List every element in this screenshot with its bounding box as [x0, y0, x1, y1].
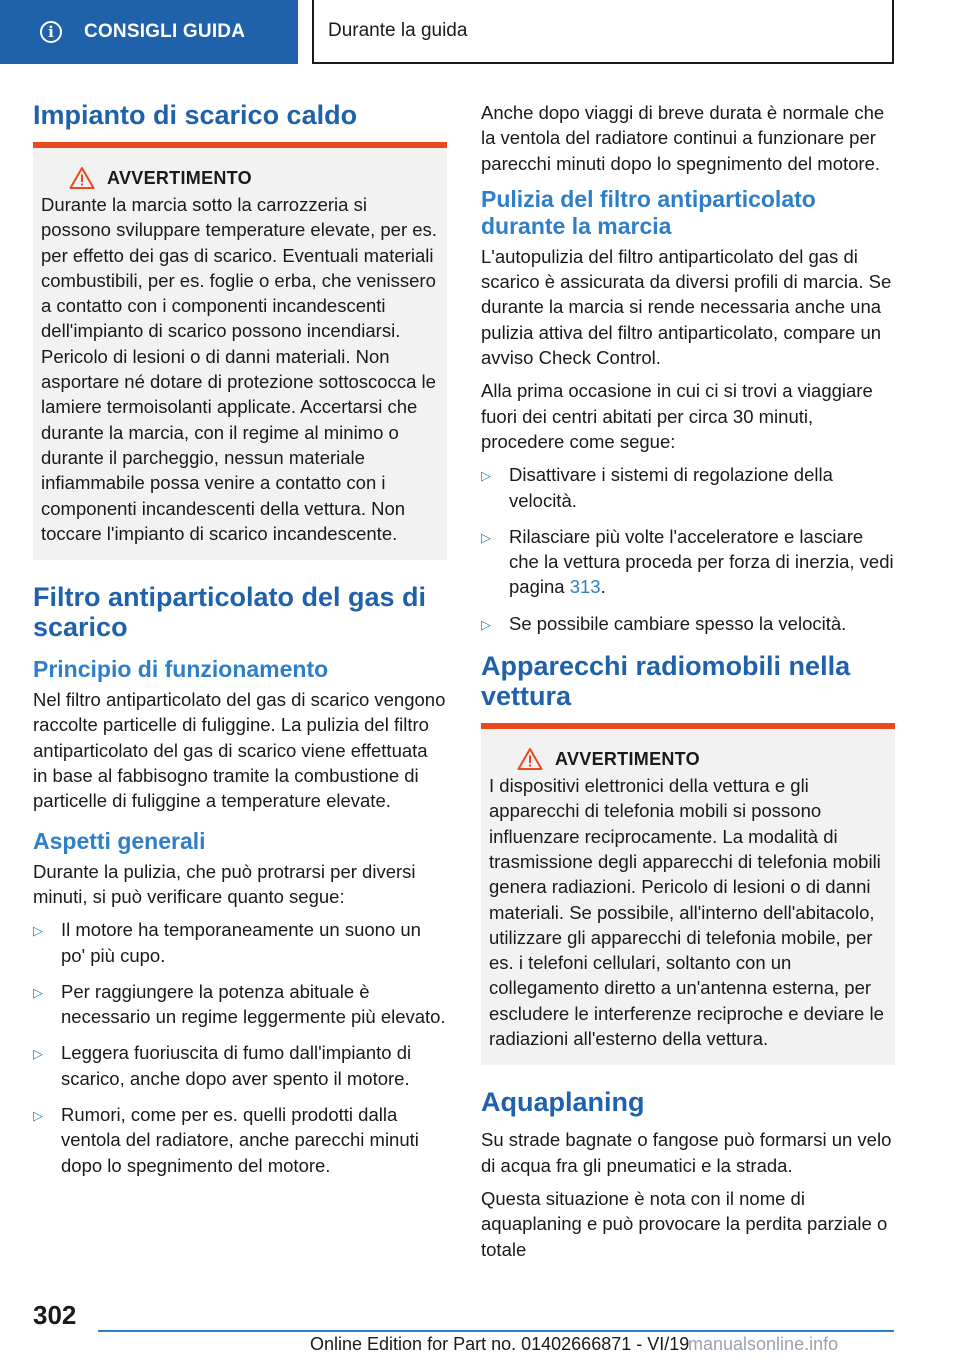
footer-edition: Online Edition for Part no. 01402666871 - VI/19 — [310, 1334, 690, 1354]
breadcrumb: Durante la guida — [312, 0, 894, 64]
list-item — [33, 1040, 447, 1091]
page-reference-link[interactable]: 313 — [569, 576, 601, 598]
warning-title: AVVERTIMENTO — [107, 167, 252, 188]
warning-triangle-icon — [69, 166, 95, 190]
list-item — [33, 1102, 447, 1178]
subheading-principio: Principio di funzionamento — [33, 656, 329, 683]
heading-filtro-antiparticolato: Filtro antiparticolato del gas di scarico — [33, 582, 427, 643]
triangle-bullet-icon: ▷ — [33, 923, 43, 939]
subheading-pulizia-marcia: Pulizia del filtro antiparticolato durante la marcia — [481, 185, 816, 239]
warning-box-radiomobili — [481, 723, 895, 1065]
list-item-text-end: . — [600, 576, 606, 598]
heading-impianto-scarico: Impianto di scarico caldo — [33, 100, 358, 130]
heading-apparecchi-radiomobili: Apparecchi radiomobili nella vettura — [481, 651, 851, 712]
list-item-text-part: Rilasciare più volte l'acceleratore e lasciare che la vettura proceda per forza di inerzia, vedi pagina — [509, 525, 894, 598]
list-item-text: Leggera fuoriuscita di fumo dall'impianto di scarico, anche dopo aver spento il motore. — [61, 1042, 412, 1089]
warning-header — [489, 747, 887, 771]
list-item-text: Il motore ha temporaneamente un suono un po' più cupo. — [61, 919, 421, 966]
list-item-text: Per raggiungere la potenza abituale è necessario un regime leggermente più elevato. — [61, 980, 446, 1028]
warning-text: Durante la marcia sotto la carrozzeria si possono sviluppare temperature elevate, per es. per effetto dei gas di scarico. Eventuali materiali combustibili, per es. foglie o erba, che venissero a contatto con i componenti incandescenti dell'impianto di scarico possono incendiarsi. Pericolo di lesioni o di danni materiali. Non asportare né dotare di protezione sottoscocca le lamiere termoisolanti applicate. Accertarsi che durante la marcia, con il regime al minimo o durante il parcheggio, nessun materiale infiammabile possa venire a contatto con i componenti incandescenti della vettura. Non toccare l'impianto di scarico incandescente. — [41, 194, 437, 544]
warning-triangle-icon — [517, 747, 543, 771]
list-item — [33, 917, 447, 968]
warning-box-scarico — [33, 142, 447, 560]
warning-title: AVVERTIMENTO — [555, 748, 700, 769]
triangle-bullet-icon: ▷ — [481, 468, 491, 484]
paragraph-autopulizia: L'autopulizia del filtro antiparticolato del gas di scarico è assicurata da diversi profili di marcia. Se durante la marcia si rende necessaria anche una pulizia attiva del filtro antiparticolato, compare un avviso Check Control. — [481, 245, 892, 369]
watermark: manualsonline.info — [688, 1334, 839, 1354]
heading-aquaplaning: Aquaplaning — [481, 1087, 645, 1118]
list-item — [481, 462, 895, 513]
list-item — [33, 979, 447, 1030]
paragraph-aspetti-generali: Durante la pulizia, che può protrarsi per diversi minuti, si può verificare quanto segue: — [33, 860, 416, 907]
list-item-text: Rumori, come per es. quelli prodotti dalla ventola del radiatore, anche parecchi minuti dopo lo spegnimento del motore. — [61, 1104, 419, 1176]
triangle-bullet-icon: ▷ — [481, 529, 491, 545]
list-item — [481, 611, 895, 637]
page-number: 302 — [33, 1300, 77, 1330]
bullet-list-pulizia — [33, 917, 447, 1178]
paragraph-aquaplaning-1: Su strade bagnate o fangose può formarsi un velo di acqua fra gli pneumatici e la strada. — [481, 1129, 892, 1176]
triangle-bullet-icon: ▷ — [33, 1046, 43, 1062]
triangle-bullet-icon: ▷ — [481, 616, 491, 632]
list-item-text — [509, 524, 895, 600]
list-item — [481, 524, 895, 600]
right-column — [481, 100, 895, 1270]
paragraph-prima-occasione: Alla prima occasione in cui ci si trovi a viaggiare fuori dei centri abitati per circa 30 minuti, procedere come segue: — [481, 380, 873, 452]
section-tab-label: CONSIGLI GUIDA — [84, 21, 246, 42]
bullet-list-procedura — [481, 462, 895, 637]
left-column — [33, 100, 447, 1189]
section-tab[interactable] — [0, 0, 298, 64]
triangle-bullet-icon: ▷ — [33, 984, 43, 1000]
info-icon: i — [40, 21, 62, 43]
list-item-text: Se possibile cambiare spesso la velocità. — [509, 612, 847, 634]
footer-divider — [98, 1330, 894, 1332]
warning-header — [41, 166, 439, 190]
paragraph-ventola: Anche dopo viaggi di breve durata è normale che la ventola del radiatore continui a funzionare per parecchi minuti dopo lo spegnimento del motore. — [481, 102, 885, 174]
paragraph-principio: Nel filtro antiparticolato del gas di scarico vengono raccolte particelle di fuliggine. La pulizia del filtro antiparticolato del gas di scarico viene effettuata in base al fabbisogno tramite la combustione di particelle di fuliggine a temperature elevate. — [33, 689, 446, 812]
warning-text: I dispositivi elettronici della vettura e gli apparecchi di telefonia mobili si possono influenzare reciprocamente. La modalità di trasmissione degli apparecchi di telefonia mobili genera radiazioni. Pericolo di lesioni o di danni materiali. Se possibile, all'interno dell'abitacolo, utilizzare gli apparecchi di telefonia mobile, per es. i telefoni cellulari, soltanto con un collegamento diretto a un'antenna esterna, per escludere le interferenze reciproche e deviare le radiazioni all'esterno della vettura. — [489, 775, 884, 1050]
list-item-text: Disattivare i sistemi di regolazione della velocità. — [509, 464, 833, 511]
subheading-aspetti-generali: Aspetti generali — [33, 827, 206, 854]
paragraph-aquaplaning-2: Questa situazione è nota con il nome di aquaplaning e può provocare la perdita parziale o totale — [481, 1187, 888, 1260]
triangle-bullet-icon: ▷ — [33, 1108, 43, 1124]
